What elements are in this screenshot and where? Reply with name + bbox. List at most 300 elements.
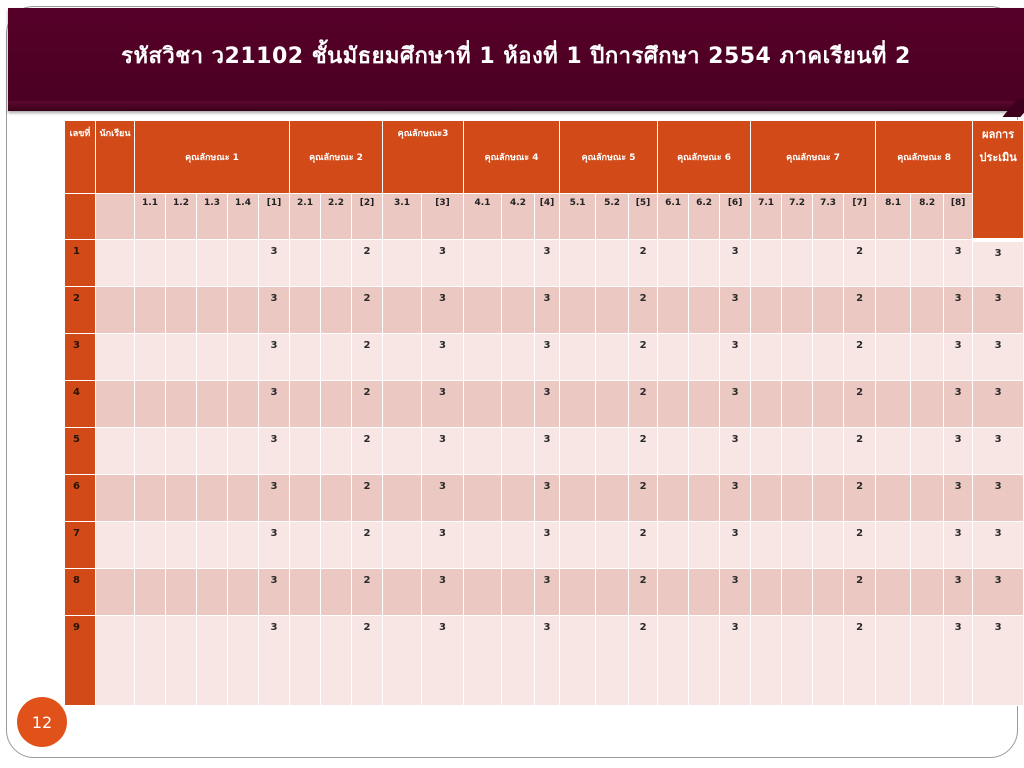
score-cell bbox=[383, 334, 422, 381]
score-cell bbox=[596, 616, 629, 706]
score-cell bbox=[560, 616, 596, 706]
score-cell bbox=[689, 569, 720, 616]
subheader-cell: 5.1 bbox=[560, 194, 596, 240]
score-c2: 2 bbox=[352, 381, 383, 428]
score-cell bbox=[502, 334, 535, 381]
subheader-blank-no bbox=[65, 194, 96, 240]
table-row bbox=[65, 287, 1024, 334]
score-c8: 3 bbox=[944, 240, 973, 287]
score-cell bbox=[751, 616, 782, 706]
score-c6: 3 bbox=[720, 240, 751, 287]
row-number: 6 bbox=[65, 475, 96, 522]
score-cell bbox=[321, 381, 352, 428]
score-c6: 3 bbox=[720, 569, 751, 616]
score-c4: 3 bbox=[535, 381, 560, 428]
score-cell bbox=[560, 240, 596, 287]
eval-result: 3 bbox=[973, 381, 1024, 428]
subheader-cell: 8.2 bbox=[911, 194, 944, 240]
score-cell bbox=[135, 569, 166, 616]
header-group-3: คุณลักษณะ3 bbox=[383, 121, 464, 194]
score-cell bbox=[290, 475, 321, 522]
subheader-cell: [1] bbox=[259, 194, 290, 240]
score-cell bbox=[751, 475, 782, 522]
row-number: 8 bbox=[65, 569, 96, 616]
score-cell bbox=[658, 475, 689, 522]
score-c8: 3 bbox=[944, 428, 973, 475]
table-row bbox=[65, 616, 1024, 706]
score-cell bbox=[751, 240, 782, 287]
score-c6: 3 bbox=[720, 475, 751, 522]
score-c1: 3 bbox=[259, 616, 290, 706]
score-cell bbox=[228, 428, 259, 475]
score-cell bbox=[782, 475, 813, 522]
score-cell bbox=[197, 475, 228, 522]
subheader-cell: 1.3 bbox=[197, 194, 228, 240]
score-c2: 2 bbox=[352, 334, 383, 381]
score-cell bbox=[560, 428, 596, 475]
score-cell bbox=[911, 475, 944, 522]
score-c7: 2 bbox=[844, 287, 876, 334]
score-c7: 2 bbox=[844, 522, 876, 569]
header-group-7: คุณลักษณะ 7 bbox=[751, 121, 876, 194]
score-c7: 2 bbox=[844, 240, 876, 287]
score-cell bbox=[135, 428, 166, 475]
score-cell bbox=[560, 522, 596, 569]
score-cell bbox=[689, 475, 720, 522]
score-cell bbox=[876, 240, 911, 287]
score-cell bbox=[596, 287, 629, 334]
score-c7: 2 bbox=[844, 569, 876, 616]
score-c4: 3 bbox=[535, 616, 560, 706]
score-c2: 2 bbox=[352, 616, 383, 706]
score-cell bbox=[383, 381, 422, 428]
header-group-6: คุณลักษณะ 6 bbox=[658, 121, 751, 194]
score-c5: 2 bbox=[629, 240, 658, 287]
score-cell bbox=[658, 240, 689, 287]
banner-bevel bbox=[8, 101, 1024, 111]
score-cell bbox=[813, 240, 844, 287]
score-cell bbox=[658, 381, 689, 428]
score-c1: 3 bbox=[259, 334, 290, 381]
score-cell bbox=[502, 240, 535, 287]
score-c1: 3 bbox=[259, 522, 290, 569]
score-cell bbox=[876, 475, 911, 522]
subheader-cell: [4] bbox=[535, 194, 560, 240]
score-c1: 3 bbox=[259, 569, 290, 616]
score-c3: 3 bbox=[422, 522, 464, 569]
score-cell bbox=[596, 240, 629, 287]
subheader-cell: [2] bbox=[352, 194, 383, 240]
score-cell bbox=[197, 569, 228, 616]
score-c6: 3 bbox=[720, 287, 751, 334]
score-cell bbox=[321, 428, 352, 475]
score-cell bbox=[596, 522, 629, 569]
score-cell bbox=[911, 428, 944, 475]
score-c6: 3 bbox=[720, 334, 751, 381]
score-cell bbox=[197, 428, 228, 475]
grade-table bbox=[64, 120, 1024, 706]
score-cell bbox=[321, 616, 352, 706]
score-cell bbox=[464, 334, 502, 381]
score-cell bbox=[689, 287, 720, 334]
score-c5: 2 bbox=[629, 334, 658, 381]
subheader-cell: [8] bbox=[944, 194, 973, 240]
header-group-1: คุณลักษณะ 1 bbox=[135, 121, 290, 194]
score-cell bbox=[876, 569, 911, 616]
score-cell bbox=[166, 287, 197, 334]
score-c2: 2 bbox=[352, 240, 383, 287]
score-cell bbox=[782, 522, 813, 569]
header-group-5: คุณลักษณะ 5 bbox=[560, 121, 658, 194]
subheader-cell: 1.1 bbox=[135, 194, 166, 240]
score-cell bbox=[197, 522, 228, 569]
score-c3: 3 bbox=[422, 616, 464, 706]
score-cell bbox=[911, 287, 944, 334]
score-cell bbox=[135, 287, 166, 334]
page-number-badge: 12 bbox=[17, 697, 67, 747]
score-cell bbox=[290, 287, 321, 334]
score-cell bbox=[197, 334, 228, 381]
score-cell bbox=[197, 616, 228, 706]
table-row bbox=[65, 522, 1024, 569]
score-cell bbox=[464, 381, 502, 428]
row-number: 7 bbox=[65, 522, 96, 569]
score-cell bbox=[321, 287, 352, 334]
row-number: 2 bbox=[65, 287, 96, 334]
score-cell bbox=[876, 381, 911, 428]
score-cell bbox=[166, 381, 197, 428]
score-c1: 3 bbox=[259, 381, 290, 428]
score-cell bbox=[596, 569, 629, 616]
score-cell bbox=[166, 475, 197, 522]
score-c7: 2 bbox=[844, 381, 876, 428]
score-cell bbox=[751, 334, 782, 381]
score-cell bbox=[876, 334, 911, 381]
score-cell bbox=[228, 522, 259, 569]
eval-result: 3 bbox=[973, 240, 1024, 287]
score-cell bbox=[658, 616, 689, 706]
score-cell bbox=[290, 428, 321, 475]
score-cell bbox=[383, 475, 422, 522]
score-cell bbox=[782, 428, 813, 475]
score-c3: 3 bbox=[422, 569, 464, 616]
student-cell bbox=[96, 428, 135, 475]
score-cell bbox=[782, 334, 813, 381]
score-cell bbox=[782, 616, 813, 706]
score-c6: 3 bbox=[720, 428, 751, 475]
subheader-cell: 7.2 bbox=[782, 194, 813, 240]
score-cell bbox=[290, 240, 321, 287]
score-c8: 3 bbox=[944, 475, 973, 522]
student-cell bbox=[96, 569, 135, 616]
score-cell bbox=[751, 522, 782, 569]
score-c2: 2 bbox=[352, 475, 383, 522]
score-cell bbox=[689, 240, 720, 287]
eval-result: 3 bbox=[973, 616, 1024, 706]
score-cell bbox=[876, 616, 911, 706]
subheader-cell: [6] bbox=[720, 194, 751, 240]
score-cell bbox=[166, 240, 197, 287]
score-cell bbox=[560, 287, 596, 334]
score-cell bbox=[689, 334, 720, 381]
student-cell bbox=[96, 616, 135, 706]
score-cell bbox=[876, 428, 911, 475]
subheader-cell: 7.3 bbox=[813, 194, 844, 240]
score-cell bbox=[658, 569, 689, 616]
score-cell bbox=[560, 569, 596, 616]
score-cell bbox=[166, 428, 197, 475]
score-c7: 2 bbox=[844, 616, 876, 706]
score-c5: 2 bbox=[629, 381, 658, 428]
table-row bbox=[65, 428, 1024, 475]
header-row-subitems bbox=[65, 194, 1024, 240]
score-cell bbox=[321, 334, 352, 381]
score-cell bbox=[596, 428, 629, 475]
score-cell bbox=[290, 616, 321, 706]
score-c7: 2 bbox=[844, 475, 876, 522]
score-cell bbox=[596, 334, 629, 381]
score-c8: 3 bbox=[944, 569, 973, 616]
score-cell bbox=[464, 522, 502, 569]
subheader-blank-student bbox=[96, 194, 135, 240]
score-c3: 3 bbox=[422, 287, 464, 334]
score-cell bbox=[689, 428, 720, 475]
eval-result: 3 bbox=[973, 475, 1024, 522]
row-number: 9 bbox=[65, 616, 96, 706]
eval-result: 3 bbox=[973, 287, 1024, 334]
score-cell bbox=[135, 475, 166, 522]
score-cell bbox=[502, 475, 535, 522]
score-c5: 2 bbox=[629, 287, 658, 334]
score-cell bbox=[813, 616, 844, 706]
score-c2: 2 bbox=[352, 287, 383, 334]
score-cell bbox=[166, 522, 197, 569]
score-cell bbox=[464, 616, 502, 706]
score-cell bbox=[383, 569, 422, 616]
table-row bbox=[65, 381, 1024, 428]
score-cell bbox=[321, 569, 352, 616]
subheader-cell: [7] bbox=[844, 194, 876, 240]
score-cell bbox=[383, 428, 422, 475]
score-cell bbox=[782, 569, 813, 616]
score-cell bbox=[502, 616, 535, 706]
score-cell bbox=[228, 240, 259, 287]
score-c1: 3 bbox=[259, 287, 290, 334]
subheader-cell: [3] bbox=[422, 194, 464, 240]
score-cell bbox=[911, 616, 944, 706]
score-c4: 3 bbox=[535, 475, 560, 522]
score-cell bbox=[383, 522, 422, 569]
score-c1: 3 bbox=[259, 475, 290, 522]
subheader-cell: 4.1 bbox=[464, 194, 502, 240]
score-c3: 3 bbox=[422, 334, 464, 381]
subheader-cell: 2.2 bbox=[321, 194, 352, 240]
score-cell bbox=[911, 334, 944, 381]
score-c5: 2 bbox=[629, 569, 658, 616]
student-cell bbox=[96, 381, 135, 428]
header-row-groups bbox=[65, 121, 1024, 194]
score-c5: 2 bbox=[629, 475, 658, 522]
score-c7: 2 bbox=[844, 334, 876, 381]
score-c6: 3 bbox=[720, 616, 751, 706]
table-row bbox=[65, 240, 1024, 287]
score-cell bbox=[813, 428, 844, 475]
score-cell bbox=[876, 522, 911, 569]
score-c1: 3 bbox=[259, 240, 290, 287]
score-c3: 3 bbox=[422, 475, 464, 522]
score-c7: 2 bbox=[844, 428, 876, 475]
score-cell bbox=[502, 381, 535, 428]
slide-title: รหัสวิชา ว21102 ชั้นมัธยมศึกษาที่ 1 ห้องที่ 1 ปีการศึกษา 2554 ภาคเรียนที่ 2 bbox=[121, 44, 911, 69]
score-cell bbox=[228, 287, 259, 334]
score-c6: 3 bbox=[720, 522, 751, 569]
score-cell bbox=[782, 287, 813, 334]
row-number: 3 bbox=[65, 334, 96, 381]
score-cell bbox=[911, 569, 944, 616]
eval-result: 3 bbox=[973, 334, 1024, 381]
table-row bbox=[65, 475, 1024, 522]
score-cell bbox=[596, 381, 629, 428]
score-c3: 3 bbox=[422, 381, 464, 428]
score-cell bbox=[911, 381, 944, 428]
score-cell bbox=[689, 522, 720, 569]
score-cell bbox=[464, 287, 502, 334]
row-number: 5 bbox=[65, 428, 96, 475]
eval-result: 3 bbox=[973, 522, 1024, 569]
score-c4: 3 bbox=[535, 287, 560, 334]
score-cell bbox=[813, 522, 844, 569]
score-cell bbox=[228, 381, 259, 428]
score-c2: 2 bbox=[352, 428, 383, 475]
header-eval: ผลการประเมิน bbox=[973, 121, 1024, 240]
score-cell bbox=[228, 334, 259, 381]
score-c4: 3 bbox=[535, 569, 560, 616]
score-c5: 2 bbox=[629, 616, 658, 706]
score-cell bbox=[751, 381, 782, 428]
score-c5: 2 bbox=[629, 522, 658, 569]
score-cell bbox=[166, 569, 197, 616]
score-c3: 3 bbox=[422, 428, 464, 475]
score-cell bbox=[813, 475, 844, 522]
student-cell bbox=[96, 240, 135, 287]
score-cell bbox=[658, 428, 689, 475]
table-body bbox=[65, 240, 1024, 706]
student-cell bbox=[96, 287, 135, 334]
score-c4: 3 bbox=[535, 522, 560, 569]
subheader-cell: 6.2 bbox=[689, 194, 720, 240]
score-cell bbox=[911, 522, 944, 569]
score-cell bbox=[135, 522, 166, 569]
score-c8: 3 bbox=[944, 522, 973, 569]
subheader-cell: 2.1 bbox=[290, 194, 321, 240]
score-c8: 3 bbox=[944, 334, 973, 381]
score-cell bbox=[658, 287, 689, 334]
score-cell bbox=[228, 475, 259, 522]
score-cell bbox=[813, 287, 844, 334]
score-c8: 3 bbox=[944, 616, 973, 706]
score-cell bbox=[290, 569, 321, 616]
score-cell bbox=[135, 616, 166, 706]
score-c1: 3 bbox=[259, 428, 290, 475]
score-c5: 2 bbox=[629, 428, 658, 475]
score-cell bbox=[383, 616, 422, 706]
student-cell bbox=[96, 475, 135, 522]
student-cell bbox=[96, 522, 135, 569]
header-group-2: คุณลักษณะ 2 bbox=[290, 121, 383, 194]
score-c8: 3 bbox=[944, 287, 973, 334]
score-cell bbox=[813, 381, 844, 428]
score-cell bbox=[782, 240, 813, 287]
score-cell bbox=[166, 616, 197, 706]
score-c4: 3 bbox=[535, 428, 560, 475]
score-cell bbox=[502, 428, 535, 475]
table-row bbox=[65, 569, 1024, 616]
score-cell bbox=[464, 428, 502, 475]
score-cell bbox=[321, 240, 352, 287]
score-cell bbox=[689, 616, 720, 706]
score-cell bbox=[560, 475, 596, 522]
score-cell bbox=[751, 287, 782, 334]
subheader-cell: 7.1 bbox=[751, 194, 782, 240]
score-cell bbox=[911, 240, 944, 287]
subheader-cell: [5] bbox=[629, 194, 658, 240]
score-cell bbox=[228, 616, 259, 706]
score-cell bbox=[135, 334, 166, 381]
score-cell bbox=[658, 522, 689, 569]
score-cell bbox=[166, 334, 197, 381]
score-cell bbox=[502, 569, 535, 616]
score-cell bbox=[560, 334, 596, 381]
score-cell bbox=[813, 569, 844, 616]
row-number: 1 bbox=[65, 240, 96, 287]
subheader-cell: 5.2 bbox=[596, 194, 629, 240]
score-cell bbox=[689, 381, 720, 428]
score-cell bbox=[502, 287, 535, 334]
subheader-cell: 3.1 bbox=[383, 194, 422, 240]
subheader-cell: 6.1 bbox=[658, 194, 689, 240]
score-c8: 3 bbox=[944, 381, 973, 428]
score-cell bbox=[658, 334, 689, 381]
score-cell bbox=[560, 381, 596, 428]
score-cell bbox=[197, 381, 228, 428]
score-cell bbox=[383, 240, 422, 287]
score-c6: 3 bbox=[720, 381, 751, 428]
score-cell bbox=[876, 287, 911, 334]
eval-result: 3 bbox=[973, 428, 1024, 475]
score-cell bbox=[290, 522, 321, 569]
score-cell bbox=[135, 381, 166, 428]
header-group-8: คุณลักษณะ 8 bbox=[876, 121, 973, 194]
score-cell bbox=[464, 475, 502, 522]
subheader-cell: 8.1 bbox=[876, 194, 911, 240]
score-cell bbox=[290, 381, 321, 428]
score-c2: 2 bbox=[352, 569, 383, 616]
score-cell bbox=[321, 475, 352, 522]
score-cell bbox=[596, 475, 629, 522]
subheader-cell: 1.4 bbox=[228, 194, 259, 240]
score-c2: 2 bbox=[352, 522, 383, 569]
subheader-cell: 4.2 bbox=[502, 194, 535, 240]
score-cell bbox=[502, 522, 535, 569]
score-cell bbox=[228, 569, 259, 616]
header-group-4: คุณลักษณะ 4 bbox=[464, 121, 560, 194]
student-cell bbox=[96, 334, 135, 381]
score-cell bbox=[135, 240, 166, 287]
score-cell bbox=[383, 287, 422, 334]
score-cell bbox=[464, 240, 502, 287]
score-cell bbox=[197, 287, 228, 334]
header-no: เลขที่ bbox=[65, 121, 96, 194]
